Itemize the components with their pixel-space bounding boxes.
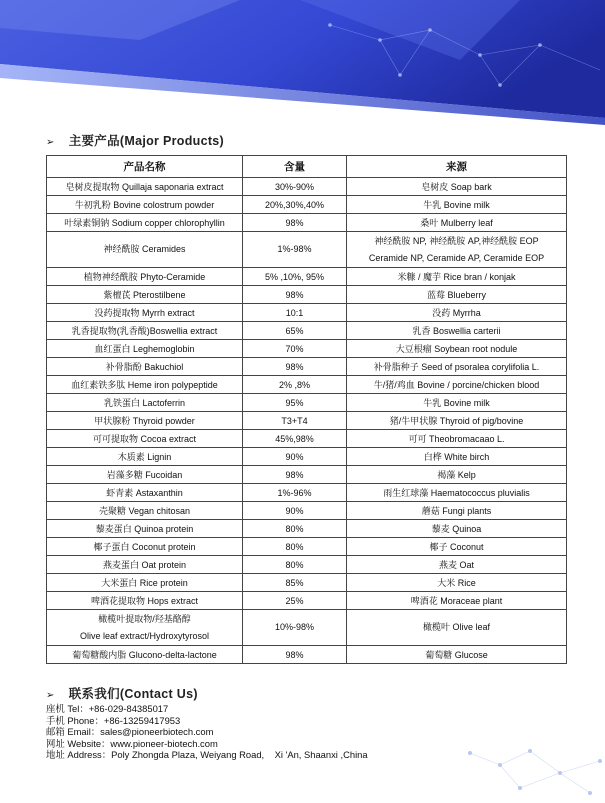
contact-info <box>46 703 368 761</box>
product-name-cell: 皂树皮提取物 Quillaja saponaria extract <box>47 178 243 196</box>
content-cell: 98% <box>243 214 347 232</box>
contact-section-title <box>46 684 198 702</box>
product-name-cell: 岩藻多糖 Fucoidan <box>47 466 243 484</box>
product-name-cell: 橄榄叶提取物/羟基酪醇 Olive leaf extract/Hydroxytyrosol <box>47 610 243 646</box>
product-name-cell: 椰子蛋白 Coconut protein <box>47 538 243 556</box>
table-row <box>47 340 567 358</box>
product-name-cell: 紫檀芪 Pterostilbene <box>47 286 243 304</box>
contact-address: 地址 Address：Poly Zhongda Plaza, Weiyang Road, Xi 'An, Shaanxi ,China <box>46 749 368 761</box>
content-cell: 10%-98% <box>243 610 347 646</box>
arrow-bullet-icon: ➢ <box>46 137 55 148</box>
header-content: 含量 <box>243 156 347 178</box>
table-row <box>47 196 567 214</box>
table-row <box>47 484 567 502</box>
source-cell: 藜麦 Quinoa <box>347 520 567 538</box>
table-row <box>47 448 567 466</box>
table-row <box>47 430 567 448</box>
source-cell: 白桦 White birch <box>347 448 567 466</box>
product-name-cell: 植物神经酰胺 Phyto-Ceramide <box>47 268 243 286</box>
product-name-cell: 葡萄糖酸内脂 Glucono-delta-lactone <box>47 646 243 664</box>
content-cell: T3+T4 <box>243 412 347 430</box>
content-cell: 98% <box>243 358 347 376</box>
product-name-cell: 补骨脂酚 Bakuchiol <box>47 358 243 376</box>
content-cell: 98% <box>243 646 347 664</box>
source-cell: 椰子 Coconut <box>347 538 567 556</box>
content-cell: 20%,30%,40% <box>243 196 347 214</box>
source-cell: 桑叶 Mulberry leaf <box>347 214 567 232</box>
product-name-cell: 啤酒花提取物 Hops extract <box>47 592 243 610</box>
source-cell: 蘑菇 Fungi plants <box>347 502 567 520</box>
table-row <box>47 556 567 574</box>
product-name-cell: 没药提取物 Myrrh extract <box>47 304 243 322</box>
content-cell: 2% ,8% <box>243 376 347 394</box>
products-table <box>46 155 567 664</box>
products-section-title <box>46 131 224 149</box>
content-cell: 80% <box>243 538 347 556</box>
source-cell: 神经酰胺 NP, 神经酰胺 AP,神经酰胺 EOP Ceramide NP, Ceramide AP, Ceramide EOP <box>347 232 567 268</box>
product-name-cell: 木质素 Lignin <box>47 448 243 466</box>
table-row <box>47 574 567 592</box>
content-cell: 80% <box>243 520 347 538</box>
table-row <box>47 502 567 520</box>
source-cell: 乳香 Boswellia carterii <box>347 322 567 340</box>
source-cell: 牛/猪/鸡血 Bovine / porcine/chicken blood <box>347 376 567 394</box>
source-cell: 可可 Theobromacaao L. <box>347 430 567 448</box>
content-cell: 1%-96% <box>243 484 347 502</box>
content-cell: 90% <box>243 502 347 520</box>
source-cell: 橄榄叶 Olive leaf <box>347 610 567 646</box>
table-row <box>47 214 567 232</box>
content-cell: 90% <box>243 448 347 466</box>
content-cell: 10:1 <box>243 304 347 322</box>
table-row <box>47 466 567 484</box>
source-cell: 猪/牛甲状腺 Thyroid of pig/bovine <box>347 412 567 430</box>
table-row <box>47 394 567 412</box>
source-cell: 没药 Myrrha <box>347 304 567 322</box>
product-name-cell: 可可提取物 Cocoa extract <box>47 430 243 448</box>
content-cell: 1%-98% <box>243 232 347 268</box>
source-cell: 牛乳 Bovine milk <box>347 196 567 214</box>
content-cell: 25% <box>243 592 347 610</box>
table-row <box>47 286 567 304</box>
source-cell: 皂树皮 Soap bark <box>347 178 567 196</box>
table-header-row <box>47 156 567 178</box>
content-cell: 70% <box>243 340 347 358</box>
table-row <box>47 592 567 610</box>
product-name-cell: 大米蛋白 Rice protein <box>47 574 243 592</box>
arrow-bullet-icon: ➢ <box>46 690 55 701</box>
content-cell: 80% <box>243 556 347 574</box>
contact-email[interactable]: 邮箱 Email：sales@pioneerbiotech.com <box>46 726 214 738</box>
source-cell: 蓝莓 Blueberry <box>347 286 567 304</box>
content-cell: 95% <box>243 394 347 412</box>
source-cell: 雨生红球藻 Haematococcus pluvialis <box>347 484 567 502</box>
content-cell: 98% <box>243 286 347 304</box>
product-name-cell: 乳铁蛋白 Lactoferrin <box>47 394 243 412</box>
content-cell: 65% <box>243 322 347 340</box>
header-banner <box>0 0 605 125</box>
source-cell: 燕麦 Oat <box>347 556 567 574</box>
table-row <box>47 376 567 394</box>
product-name-cell: 壳聚糖 Vegan chitosan <box>47 502 243 520</box>
header-product-name: 产品名称 <box>47 156 243 178</box>
table-row <box>47 646 567 664</box>
table-row <box>47 538 567 556</box>
header-source: 来源 <box>347 156 567 178</box>
table-row <box>47 358 567 376</box>
table-row <box>47 178 567 196</box>
content-cell: 98% <box>243 466 347 484</box>
product-name-cell: 叶绿素铜钠 Sodium copper chlorophyllin <box>47 214 243 232</box>
product-name-cell: 牛初乳粉 Bovine colostrum powder <box>47 196 243 214</box>
table-row <box>47 322 567 340</box>
table-row <box>47 268 567 286</box>
table-row <box>47 412 567 430</box>
source-cell: 大米 Rice <box>347 574 567 592</box>
source-cell: 葡萄糖 Glucose <box>347 646 567 664</box>
product-name-cell: 血红蛋白 Leghemoglobin <box>47 340 243 358</box>
product-name-cell: 甲状腺粉 Thyroid powder <box>47 412 243 430</box>
contact-title-text: 联系我们(Contact Us) <box>68 687 198 701</box>
products-title-text: 主要产品(Major Products) <box>68 134 224 148</box>
content-cell: 45%,98% <box>243 430 347 448</box>
source-cell: 大豆根瘤 Soybean root nodule <box>347 340 567 358</box>
source-cell: 补骨脂种子 Seed of psoralea corylifolia L. <box>347 358 567 376</box>
contact-phone: 手机 Phone：+86-13259417953 <box>46 714 181 726</box>
source-cell: 牛乳 Bovine milk <box>347 394 567 412</box>
table-row <box>47 304 567 322</box>
source-cell: 啤酒花 Moraceae plant <box>347 592 567 610</box>
table-row <box>47 232 567 268</box>
product-name-cell: 藜麦蛋白 Quinoa protein <box>47 520 243 538</box>
product-name-cell: 虾青素 Astaxanthin <box>47 484 243 502</box>
product-name-cell: 神经酰胺 Ceramides <box>47 232 243 268</box>
contact-tel: 座机 Tel：+86-029-84385017 <box>46 703 169 714</box>
content-cell: 5% ,10%, 95% <box>243 268 347 286</box>
source-cell: 褐藻 Kelp <box>347 466 567 484</box>
source-cell: 米糠 / 魔芋 Rice bran / konjak <box>347 268 567 286</box>
table-row <box>47 520 567 538</box>
content-cell: 85% <box>243 574 347 592</box>
content-cell: 30%-90% <box>243 178 347 196</box>
product-name-cell: 燕麦蛋白 Oat protein <box>47 556 243 574</box>
table-row <box>47 610 567 646</box>
product-name-cell: 血红素铁多肽 Heme iron polypeptide <box>47 376 243 394</box>
product-name-cell: 乳香提取物(乳香酸)Boswellia extract <box>47 322 243 340</box>
contact-website[interactable]: 网址 Website：www.pioneer-biotech.com <box>46 737 218 749</box>
